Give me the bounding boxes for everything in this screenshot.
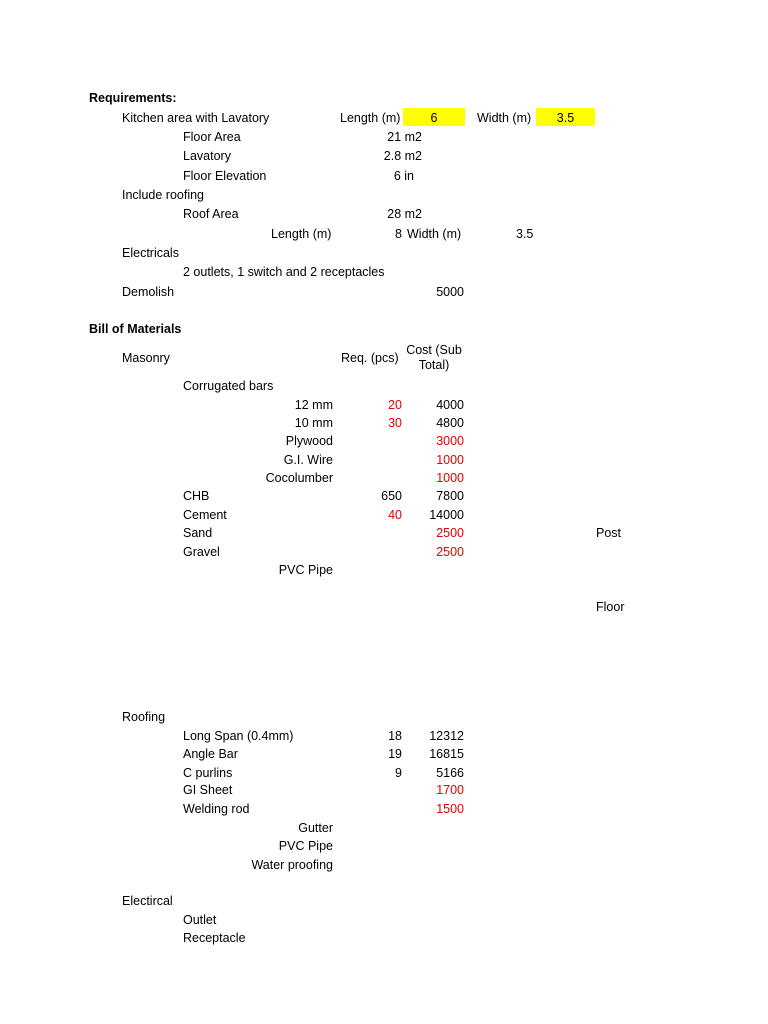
receptacle-label: Receptacle [183, 931, 246, 945]
kitchen-area-label: Kitchen area with Lavatory [122, 111, 270, 125]
long-span-cost: 12312 [429, 729, 464, 743]
bar-10mm-label: 10 mm [294, 416, 333, 430]
gi-wire-label: G.I. Wire [283, 453, 333, 467]
long-span-req: 18 [388, 729, 402, 743]
cement-label: Cement [183, 508, 227, 522]
angle-bar-label: Angle Bar [183, 747, 238, 761]
gravel-cost: 2500 [436, 545, 464, 559]
sand-cost: 2500 [436, 526, 464, 540]
angle-bar-cost: 16815 [429, 747, 464, 761]
width-value: 3.5 [556, 111, 575, 125]
pvc-pipe-label: PVC Pipe [278, 563, 333, 577]
cement-cost: 14000 [429, 508, 464, 522]
length-label: Length (m) [340, 111, 401, 125]
floor-area-value: 21 m2 [387, 130, 422, 144]
floor-elevation-label: Floor Elevation [183, 169, 267, 183]
cocolumber-label: Cocolumber [265, 471, 333, 485]
post-label: Post [596, 526, 622, 540]
gutter-label: Gutter [298, 821, 333, 835]
include-roofing-label: Include roofing [122, 188, 205, 202]
cost-header-line2: Total) [418, 358, 450, 372]
gi-sheet-cost: 1700 [436, 783, 464, 797]
gravel-label: Gravel [183, 545, 220, 559]
requirements-heading: Requirements: [89, 91, 177, 105]
bar-10mm-cost: 4800 [436, 416, 464, 430]
c-purlins-cost: 5166 [436, 766, 464, 780]
c-purlins-req: 9 [395, 766, 402, 780]
c-purlins-label: C purlins [183, 766, 233, 780]
masonry-label: Masonry [122, 351, 170, 365]
chb-req: 650 [381, 489, 402, 503]
roof-area-value: 28 m2 [387, 207, 422, 221]
corrugated-bars-label: Corrugated bars [183, 379, 274, 393]
roof-width-value: 3.5 [516, 227, 534, 241]
length-value: 6 [430, 111, 438, 125]
chb-cost: 7800 [436, 489, 464, 503]
welding-rod-label: Welding rod [183, 802, 250, 816]
gi-wire-cost: 1000 [436, 453, 464, 467]
long-span-label: Long Span (0.4mm) [183, 729, 294, 743]
bar-10mm-req: 30 [388, 416, 402, 430]
demolish-label: Demolish [122, 285, 175, 299]
width-label: Width (m) [477, 111, 532, 125]
electricals-label: Electricals [122, 246, 179, 260]
roof-length-label: Length (m) [271, 227, 332, 241]
angle-bar-req: 19 [388, 747, 402, 761]
water-proofing-label: Water proofing [251, 858, 333, 872]
bar-12mm-cost: 4000 [436, 398, 464, 412]
roofing-label: Roofing [122, 710, 166, 724]
roof-area-label: Roof Area [183, 207, 239, 221]
roof-length-value: 8 [395, 227, 402, 241]
roof-pvc-pipe-label: PVC Pipe [278, 839, 333, 853]
bom-heading: Bill of Materials [89, 322, 182, 336]
gi-sheet-label: GI Sheet [183, 783, 233, 797]
bar-12mm-req: 20 [388, 398, 402, 412]
welding-rod-cost: 1500 [436, 802, 464, 816]
floor-label: Floor [596, 600, 625, 614]
roof-width-label: Width (m) [407, 227, 462, 241]
plywood-cost: 3000 [436, 434, 464, 448]
cement-req: 40 [388, 508, 402, 522]
chb-label: CHB [183, 489, 210, 503]
sand-label: Sand [183, 526, 213, 540]
electrical-label: Electircal [122, 894, 173, 908]
floor-area-label: Floor Area [183, 130, 241, 144]
cost-header-line1: Cost (Sub [406, 343, 462, 357]
demolish-value: 5000 [436, 285, 464, 299]
req-pcs-header: Req. (pcs) [341, 351, 399, 365]
lavatory-label: Lavatory [183, 149, 231, 163]
plywood-label: Plywood [285, 434, 333, 448]
floor-elevation-value: 6 in [393, 169, 414, 183]
electricals-description: 2 outlets, 1 switch and 2 receptacles [183, 265, 385, 279]
bar-12mm-label: 12 mm [294, 398, 333, 412]
lavatory-value: 2.8 m2 [383, 149, 422, 163]
cocolumber-cost: 1000 [436, 471, 464, 485]
outlet-label: Outlet [183, 913, 217, 927]
